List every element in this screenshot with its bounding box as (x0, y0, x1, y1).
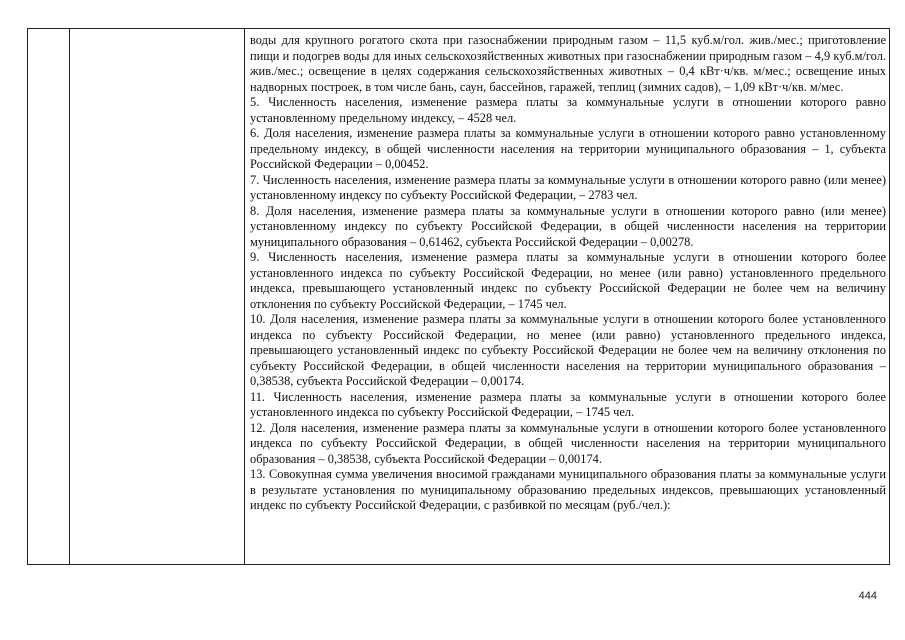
paragraph-item-10: 10. Доля населения, изменение размера платы за коммунальные услуги в отношении которого более установленного индекса по субъекту Российской Федерации, но менее (или равно) установленного предельного индекса, превышающего установленный индекс по субъекту Российской Федерации не более чем на величину отклонения по субъекту Российской Федерации, в общей численности населения на территории муниципального образования – 0,38538, субъекта Российской Федерации – 0,00174. (250, 312, 886, 388)
paragraph-item-8: 8. Доля населения, изменение размера платы за коммунальные услуги в отношении которого равно (или менее) установленному индексу по субъекту Российской Федерации, в общей численности населения на территории муниципального образования – 0,61462, субъекта Российской Федерации – 0,00278. (250, 203, 886, 249)
paragraph-item-12: 12. Доля населения, изменение размера платы за коммунальные услуги в отношении которого более установленного индекса по субъекту Российской Федерации, в общей численности населения на территории муниципального образования – 0,38538, субъекта Российской Федерации – 0,00174. (250, 420, 886, 466)
paragraph-item-9: 9. Численность населения, изменение размера платы за коммунальные услуги в отношении которого более установленного индекса по субъекту Российской Федерации, но менее (или равно) установленного предельного индекса, превышающего установленный индекс по субъекту Российской Федерации не более чем на величину отклонения по субъекту Российской Федерации, – 1745 чел. (250, 250, 886, 311)
table-text-cell (250, 33, 886, 514)
paragraph-item-11: 11. Численность населения, изменение размера платы за коммунальные услуги в отношении которого более установленного индекса по субъекту Российской Федерации, – 1745 чел. (250, 389, 886, 419)
paragraph-item-13: 13. Совокупная сумма увеличения вносимой гражданами муниципального образования платы за коммунальные услуги в результате установления по муниципальному образованию предельных индексов, превышающих установленный индекс по субъекту Российской Федерации, с разбивкой по месяцам (руб./чел.): (250, 467, 886, 512)
paragraph-item-5: 5. Численность населения, изменение размера платы за коммунальные услуги в отношении которого равно установленному предельному индексу, – 4528 чел. (250, 95, 886, 125)
table-column-divider-2 (244, 29, 245, 564)
paragraph-item-7: 7. Численность населения, изменение размера платы за коммунальные услуги в отношении которого равно (или менее) установленному индексу по субъекту Российской Федерации, – 2783 чел. (250, 172, 886, 202)
table-column-divider-1 (69, 29, 70, 564)
page-number: 444 (858, 590, 877, 602)
paragraph-continuation: воды для крупного рогатого скота при газоснабжении природным газом – 11,5 куб.м/гол. жив./мес.; приготовление пищи и подогрев воды для иных сельскохозяйственных животных при газоснабжении природным газом – 4,9 куб.м/гол. жив./мес.; освещение в целях содержания сельскохозяйственных животных – 0,4 кВт·ч/кв. м/мес.; освещение иных надворных построек, в том числе бань, саун, бассейнов, гаражей, теплиц (зимних садов), – 1,09 кВт·ч/кв. м/мес. (250, 33, 886, 94)
paragraph-item-6: 6. Доля населения, изменение размера платы за коммунальные услуги в отношении которого равно установленному предельному индексу, в общей численности населения на территории муниципального образования – 1, субъекта Российской Федерации – 0,00452. (250, 126, 886, 171)
document-table (27, 28, 890, 565)
